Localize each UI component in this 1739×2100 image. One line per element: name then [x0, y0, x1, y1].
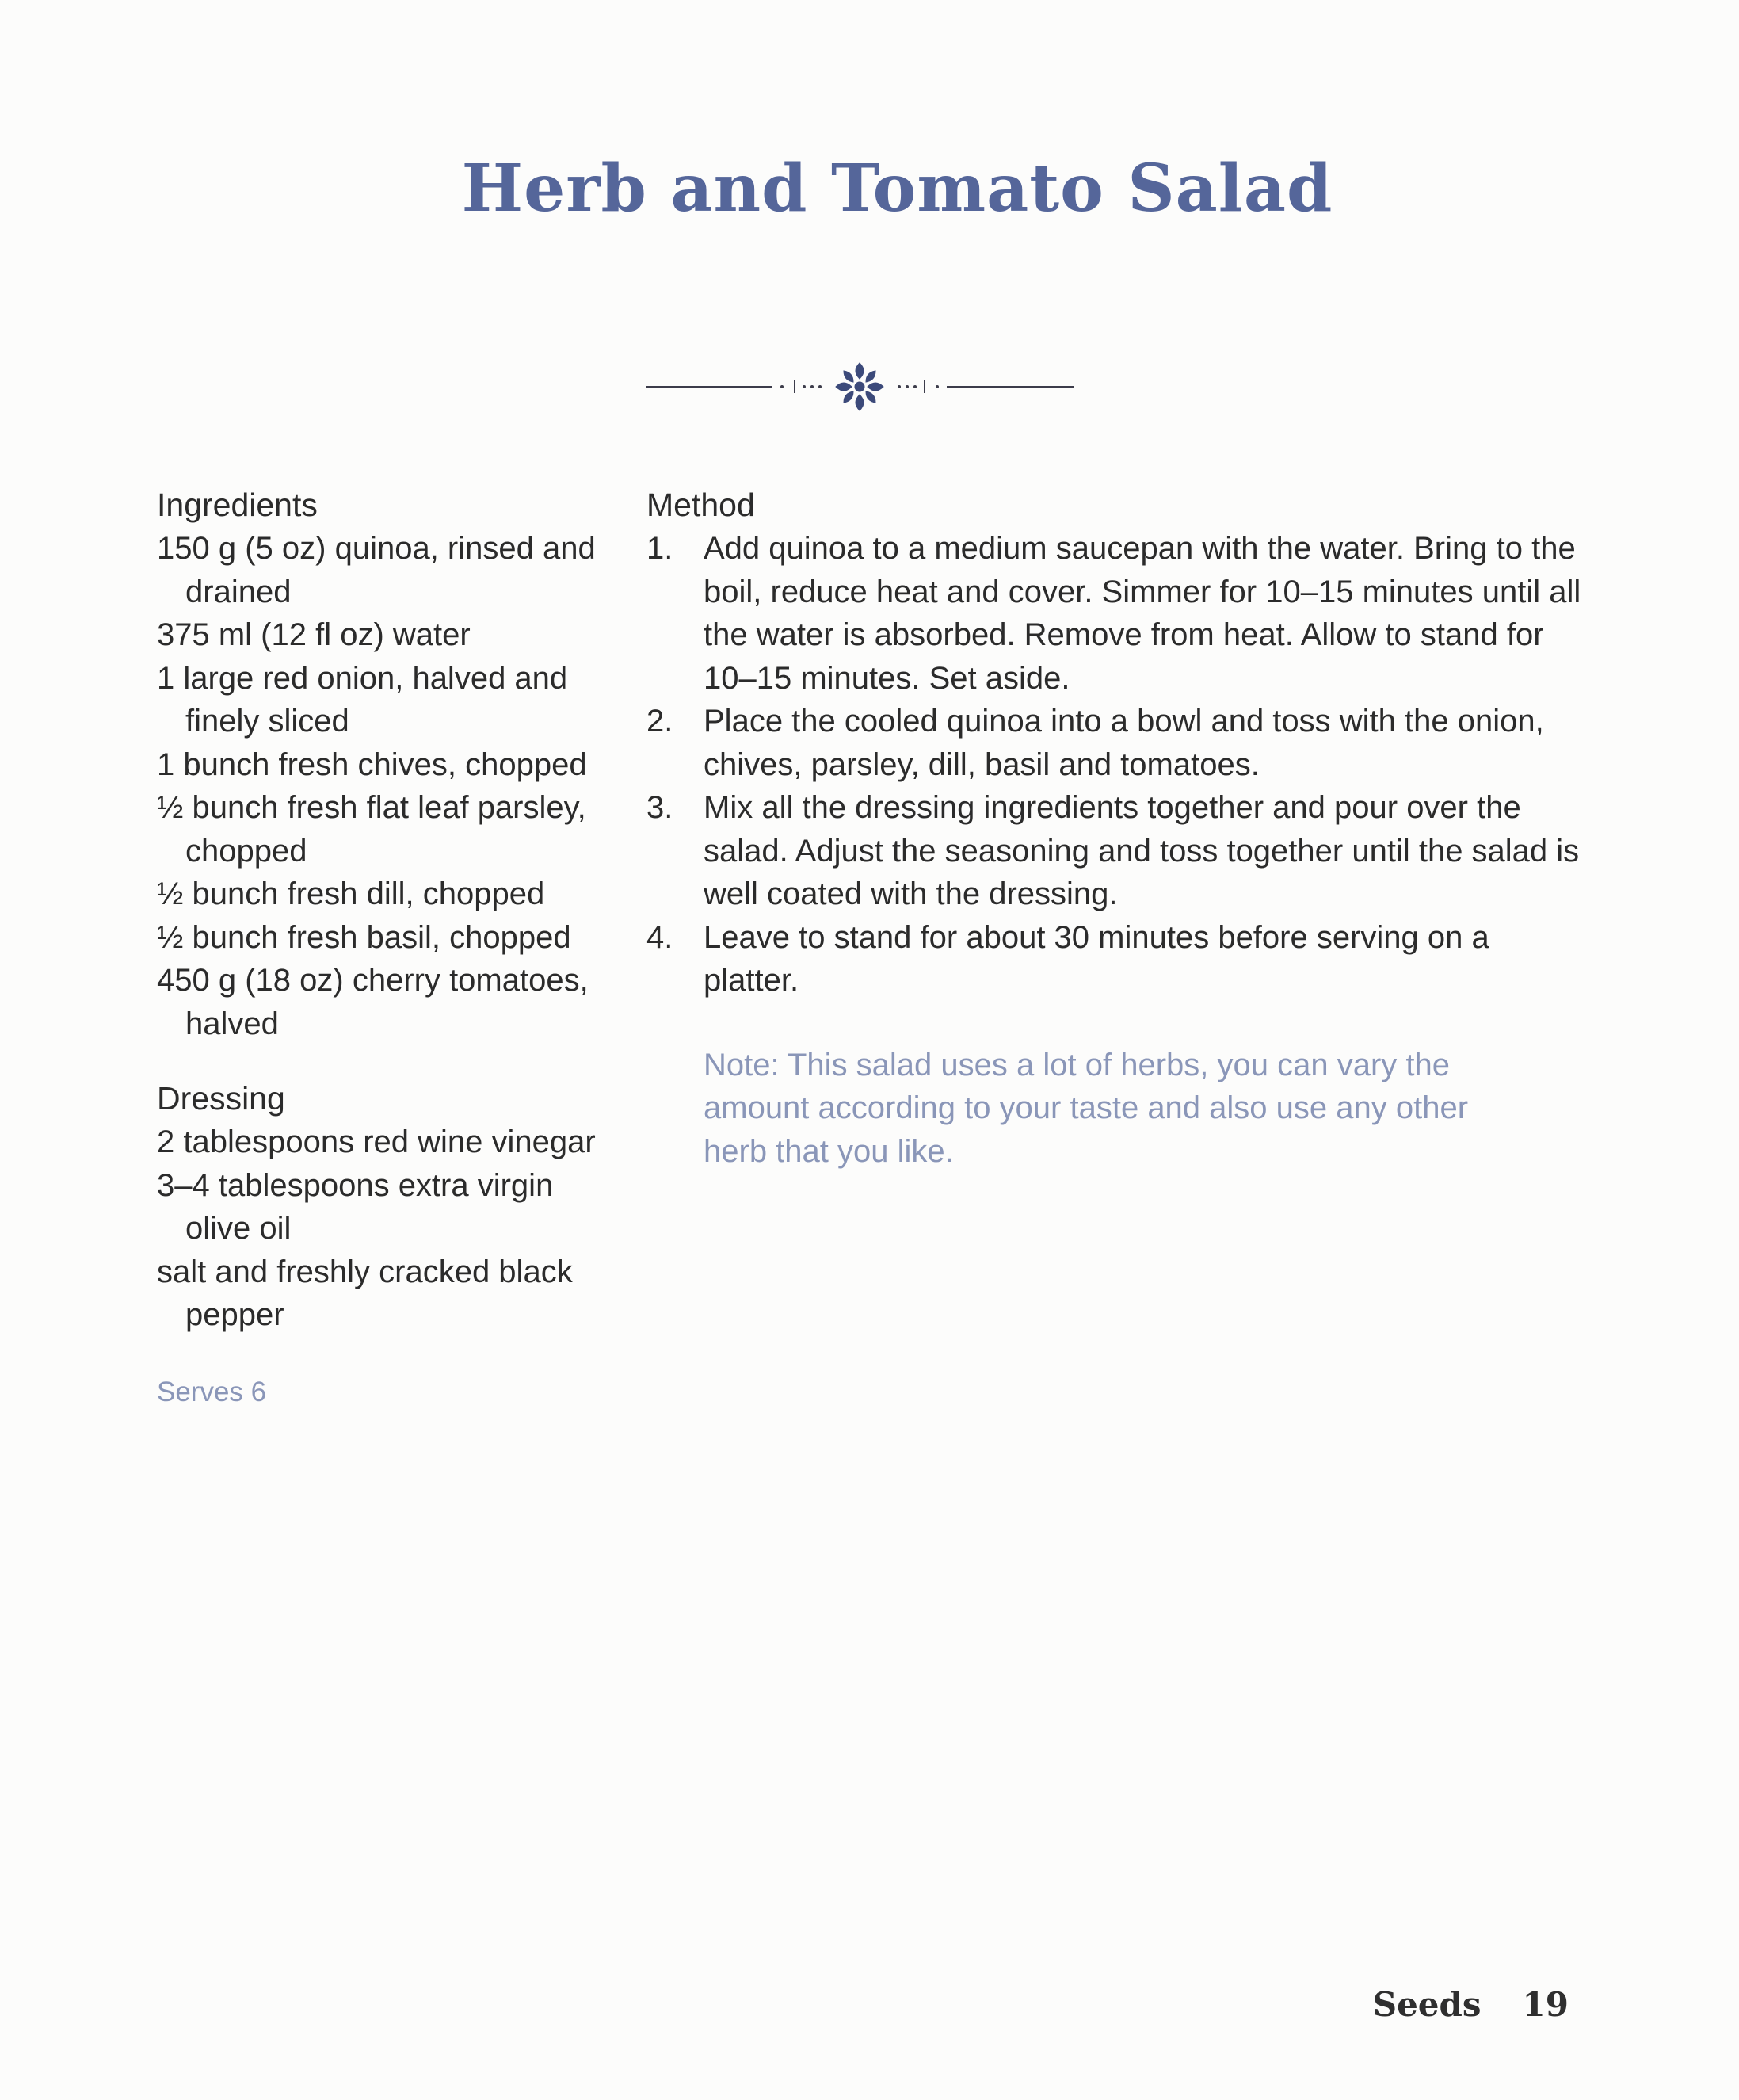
dressing-heading: Dressing — [157, 1080, 285, 1117]
method-column — [646, 483, 1581, 1173]
method-steps — [646, 527, 1581, 1002]
ingredients-list — [157, 527, 601, 1045]
step-text: Mix all the dressing ingredients together and pour over the salad. Adjust the seasoning and toss together until the salad is well coated with the dressing. — [704, 790, 1580, 911]
ingredient-item: 375 ml (12 fl oz) water — [157, 617, 471, 652]
dressing-item: 2 tablespoons red wine vinegar — [157, 1124, 596, 1159]
method-step — [646, 786, 1581, 916]
step-number: 4. — [646, 919, 673, 955]
recipe-note: Note: This salad uses a lot of herbs, you can vary the amount according to your taste and also use any other herb that you like. — [704, 1047, 1469, 1169]
ingredient-item: 450 g (18 oz) cherry tomatoes, halved — [157, 963, 589, 1041]
page-number: 19 — [1522, 1985, 1569, 2024]
method-step — [646, 700, 1581, 786]
dressing-item: salt and freshly cracked black pepper — [157, 1254, 573, 1332]
step-text: Leave to stand for about 30 minutes before serving on a platter. — [704, 919, 1489, 998]
method-step — [646, 527, 1581, 700]
ingredient-item: ½ bunch fresh basil, chopped — [157, 919, 571, 955]
step-text: Add quinoa to a medium saucepan with the water. Bring to the boil, reduce heat and cover. Simmer for 10–15 minutes until all the water is absorbed. Remove from heat. Allow to stand for 10–15 minutes. Set aside. — [704, 531, 1581, 696]
footer-section-title: Seeds — [1372, 1985, 1482, 2024]
page-title: Herb and Tomato Salad — [461, 151, 1333, 227]
ingredient-item: ½ bunch fresh flat leaf parsley, chopped — [157, 790, 586, 869]
serves-note: Serves 6 — [157, 1376, 267, 1407]
page-footer — [1373, 1985, 1569, 2024]
dressing-item: 3–4 tablespoons extra virgin olive oil — [157, 1167, 554, 1246]
step-number: 1. — [646, 531, 673, 566]
ingredient-item: 150 g (5 oz) quinoa, rinsed and drained — [157, 531, 596, 609]
step-number: 2. — [646, 704, 673, 739]
ingredient-item: 1 large red onion, halved and finely sliced — [157, 660, 568, 739]
ingredients-column — [157, 483, 601, 1408]
method-step — [646, 916, 1581, 1002]
ingredients-heading: Ingredients — [157, 487, 318, 523]
dressing-section — [157, 1077, 601, 1337]
ingredient-item: 1 bunch fresh chives, chopped — [157, 746, 587, 782]
step-text: Place the cooled quinoa into a bowl and toss with the onion, chives, parsley, dill, basil and tomatoes. — [704, 704, 1544, 782]
flourish-divider-icon — [646, 355, 1074, 418]
step-number: 3. — [646, 790, 673, 825]
method-heading: Method — [646, 487, 755, 523]
dressing-list — [157, 1121, 601, 1337]
ingredient-item: ½ bunch fresh dill, chopped — [157, 876, 545, 911]
